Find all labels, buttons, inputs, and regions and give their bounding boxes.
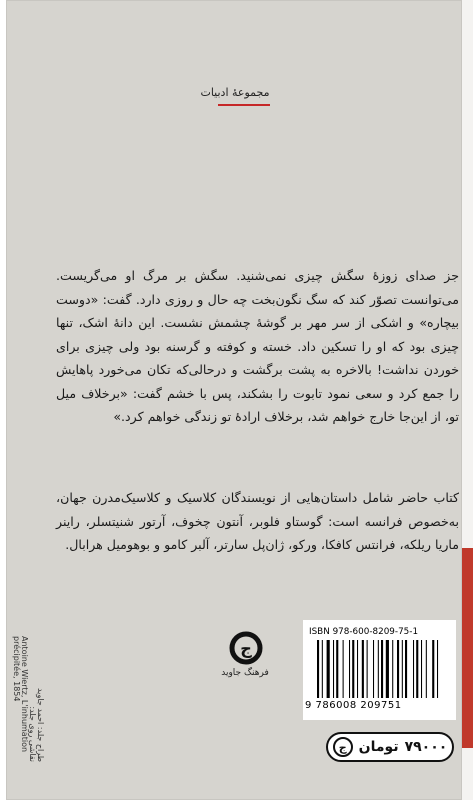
series-label: مجموعهٔ ادبیات <box>200 86 270 99</box>
spine-red-accent <box>462 548 473 748</box>
publisher-name: فرهنگ جاوید <box>221 668 269 678</box>
designer-credit: طراح جلد: احمد جاوید <box>36 688 45 762</box>
barcode-number: 9 786008 209751 <box>305 700 402 711</box>
painting-credit-artist: Antoine Wiertz, L'inhumation <box>20 636 29 753</box>
barcode-panel <box>303 620 456 720</box>
painting-credit-label: نقاشی روی جلد: <box>28 706 37 762</box>
price-amount: ۷۹۰۰۰ <box>404 739 448 755</box>
isbn-text: ISBN 978-600-8209-75-1 <box>309 627 419 637</box>
publisher-logo-icon <box>229 631 263 665</box>
price-mark-letter: ج <box>338 740 347 754</box>
cover-credits <box>12 636 45 762</box>
publisher-logo-letter: ج <box>240 639 252 658</box>
price-mark-icon <box>333 737 353 757</box>
barcode-icon <box>317 640 449 698</box>
painting-credit-title: précipitée, 1854 <box>12 636 21 702</box>
price-tag <box>326 732 454 762</box>
excerpt-paragraph: جز صدای زوزهٔ سگش چیزی نمی‌شنید. سگش بر مرگ او می‌گریست. می‌توانست تصوّر کند که سگ نگون‌بخت چه حال و روزی دارد. گفت: «دوست بیچاره» و اشکی از سر مهر بر گوشهٔ چشمش نشست. این دانهٔ اشک، تنها چیزی بود که او را تسکین داد. خسته و کوفته و گرسنه بود ولی چیزی برای خوردن نداشت! بالاخره به پشت برگشت و درحالی‌که تکان می‌خورد پاهایش را جمع کرد و سعی نمود تابوت را بشکند، پس با خشم گفت: «برخلاف میل تو، از این‌جا خارج خواهم شد، برخلاف ارادهٔ تو زندگی خواهم کرد.» <box>56 268 459 424</box>
price-currency: تومان <box>358 739 399 755</box>
series-underline <box>218 104 270 106</box>
description-paragraph: کتاب حاضر شامل داستان‌هایی از نویسندگان کلاسیک و کلاسیک‌مدرن جهان، به‌خصوص فرانسه است: گوستاو فلوبر، آنتون چخوف، آرتور شنیتسلر، راینر ماریا ریلکه، فرانتس کافکا، ورکو، ژان‌پل سارتر، آلبر کامو و بوهومیل هرابال. <box>56 490 459 552</box>
